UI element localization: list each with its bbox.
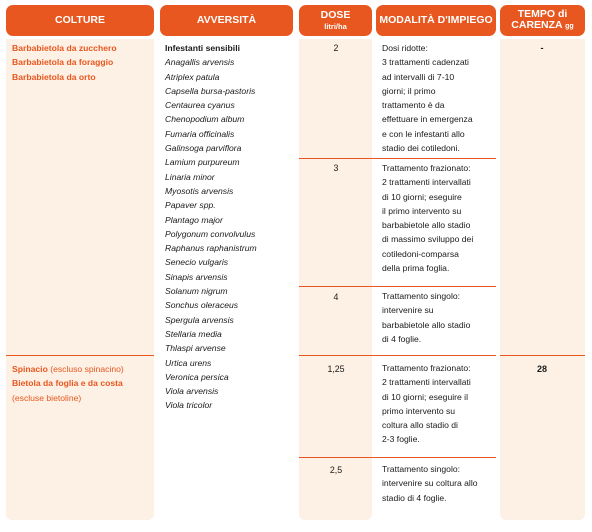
crop-note: (escluse bietoline) (12, 392, 82, 403)
avversita-item: Fumaria officinalis (165, 128, 235, 139)
header-colture (6, 5, 154, 36)
avversita-title: Infestanti sensibili (165, 43, 240, 53)
header-modalita-label: MODALITÀ D'IMPIEGO (379, 14, 493, 26)
crop-name: Bietola da foglia e da costa (12, 378, 123, 389)
divider-row-3 (299, 355, 496, 356)
avversita-item: Lamium purpureum (165, 157, 240, 168)
avversita-item: Anagallis arvensis (165, 57, 235, 68)
avversita-item: Polygonum convolvulus (165, 228, 256, 239)
crop-name: Barbabietola da foraggio (12, 57, 114, 68)
header-modalita (376, 5, 496, 36)
avversita-list (165, 41, 293, 413)
modalita-text: Dosi ridotte: 3 trattamenti cadenzati ad intervalli di 7-10 giorni; il primo trattamento è da effettuare in emergenza e con le infestanti allo stadio dei cotiledoni. (382, 43, 473, 154)
modalita-text: Trattamento frazionato: 2 trattamenti intervallati di 10 giorni; eseguire il primo intervento su coltura allo stadio di 2-3 foglie. (382, 363, 471, 445)
avversita-item: Centaurea cyanus (165, 100, 235, 111)
avversita-item: Solanum nigrum (165, 286, 228, 297)
dose-value: 3 (333, 163, 339, 173)
avversita-items (165, 55, 293, 412)
carenza-panel (500, 39, 585, 520)
crop-name: Spinacio (12, 364, 48, 374)
divider-row-4 (299, 457, 496, 458)
carenza-value: - (540, 43, 544, 53)
crop-name: Barbabietola da orto (12, 71, 96, 82)
avversita-item: Stellaria media (165, 328, 222, 339)
crop-spinacio (12, 362, 154, 376)
header-dose-unit: litri/ha (324, 21, 347, 31)
header-dose-label: DOSE (320, 8, 351, 21)
header-avversita-label: AVVERSITÀ (196, 14, 257, 26)
modalita-text: Trattamento singolo: intervenire su coltura allo stadio di 4 foglie. (382, 464, 478, 503)
avversita-item: Papaver spp. (165, 200, 216, 211)
avversita-item: Galinsoga parviflora (165, 143, 242, 154)
avversita-item: Veronica persica (165, 371, 229, 382)
avversita-item: Plantago major (165, 214, 223, 225)
avversita-item: Thlaspi arvense (165, 343, 226, 354)
avversita-item: Senecio vulgaris (165, 257, 229, 268)
carenza-value: 28 (536, 364, 547, 374)
dose-value: 2,5 (329, 465, 343, 475)
divider-row-2 (299, 286, 496, 287)
crop-name: Barbabietola da zucchero (12, 43, 117, 53)
modalita-text: Trattamento singolo: intervenire su barbabietole allo stadio di 4 foglie. (382, 291, 471, 344)
header-carenza (500, 5, 585, 36)
avversita-item: Raphanus raphanistrum (165, 243, 257, 254)
avversita-item: Viola arvensis (165, 386, 219, 397)
divider-row-1 (299, 158, 496, 159)
divider-carenza-1 (500, 355, 585, 356)
crops-group-1 (12, 41, 154, 84)
crops-group-2 (12, 362, 154, 405)
avversita-item: Chenopodium album (165, 114, 245, 125)
dose-value: 1,25 (327, 364, 345, 374)
avversita-item: Sinapis arvensis (165, 271, 228, 282)
dose-value: 4 (333, 292, 339, 302)
avversita-item: Linaria minor (165, 171, 215, 182)
header-carenza-line1: TEMPO di (517, 8, 568, 20)
avversita-item: Spergula arvensis (165, 314, 234, 325)
dose-panel (299, 39, 372, 520)
header-dose (299, 5, 372, 36)
avversita-item: Atriplex patula (165, 71, 220, 82)
avversita-item: Capsella bursa-pastoris (165, 85, 256, 96)
dose-value: 2 (333, 43, 339, 53)
header-avversita (160, 5, 293, 36)
header-carenza-unit: gg (565, 23, 574, 30)
modalita-text: Trattamento frazionato: 2 trattamenti intervallati di 10 giorni; eseguire il primo intervento su barbabietole allo stadio di massimo sviluppo dei cotiledoni-comparsa della prima foglia. (382, 163, 474, 274)
avversita-item: Sonchus oleraceus (165, 300, 239, 311)
crop-note: (escluso spinacino) (47, 364, 124, 374)
colture-panel (6, 39, 154, 520)
avversita-item: Urtica urens (165, 357, 212, 368)
header-carenza-line2: CARENZA (511, 19, 563, 31)
avversita-item: Viola tricolor (165, 400, 213, 411)
header-colture-label: COLTURE (55, 14, 105, 26)
divider-crops-1 (6, 355, 154, 356)
avversita-item: Myosotis arvensis (165, 185, 234, 196)
